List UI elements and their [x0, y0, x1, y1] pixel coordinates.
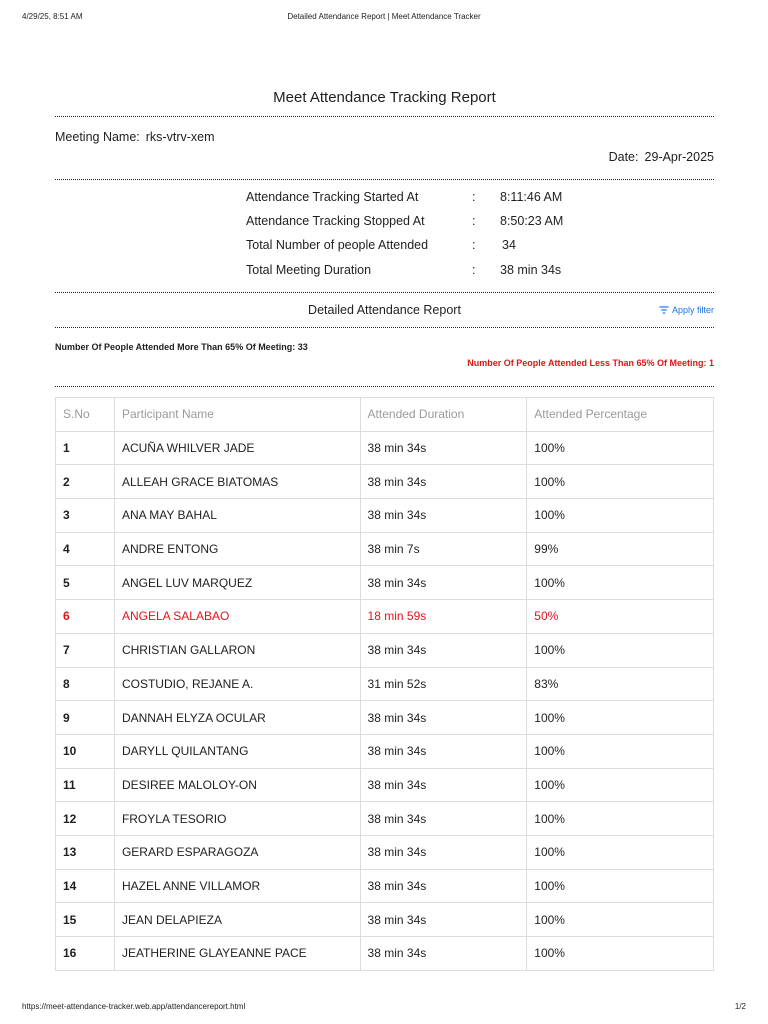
cell-attended-duration: 38 min 34s: [360, 835, 527, 869]
cell-attended-duration: 38 min 34s: [360, 633, 527, 667]
cell-participant-name: COSTUDIO, REJANE A.: [114, 667, 360, 701]
cell-attended-duration: 38 min 34s: [360, 869, 527, 903]
cell-attended-percentage: 99%: [527, 532, 714, 566]
summary-colon: :: [472, 190, 476, 204]
divider: [55, 386, 714, 387]
cell-attended-percentage: 100%: [527, 869, 714, 903]
summary-label: Total Number of people Attended: [246, 238, 429, 252]
print-page-number: 1/2: [734, 1002, 746, 1011]
col-header-sno: S.No: [56, 398, 115, 432]
table-row: [56, 633, 714, 667]
cell-attended-percentage: 100%: [527, 937, 714, 971]
cell-attended-percentage: 100%: [527, 566, 714, 600]
table-row: [56, 499, 714, 533]
cell-sno: 7: [56, 633, 115, 667]
cell-attended-percentage: 50%: [527, 600, 714, 634]
cell-sno: 14: [56, 869, 115, 903]
cell-attended-percentage: 100%: [527, 903, 714, 937]
table-row: [56, 869, 714, 903]
cell-sno: 15: [56, 903, 115, 937]
cell-participant-name: ANDRE ENTONG: [114, 532, 360, 566]
cell-sno: 2: [56, 465, 115, 499]
cell-participant-name: DARYLL QUILANTANG: [114, 734, 360, 768]
cell-attended-percentage: 100%: [527, 633, 714, 667]
cell-participant-name: JEAN DELAPIEZA: [114, 903, 360, 937]
less-than-count: 1: [708, 358, 714, 368]
print-url: https://meet-attendance-tracker.web.app/attendancereport.html: [22, 1002, 246, 1011]
attendance-table: [55, 397, 714, 971]
cell-participant-name: ANGELA SALABAO: [114, 600, 360, 634]
cell-participant-name: DANNAH ELYZA OCULAR: [114, 701, 360, 735]
cell-sno: 5: [56, 566, 115, 600]
meeting-name-label: Meeting Name:: [55, 130, 140, 144]
col-header-participant-name: Participant Name: [114, 398, 360, 432]
apply-filter-button[interactable]: [659, 305, 714, 315]
more-than-count: 33: [297, 342, 308, 352]
cell-attended-percentage: 100%: [527, 768, 714, 802]
cell-attended-percentage: 100%: [527, 499, 714, 533]
table-row: [56, 835, 714, 869]
summary-colon: :: [472, 214, 476, 228]
cell-sno: 16: [56, 937, 115, 971]
summary-colon: :: [472, 263, 476, 277]
cell-sno: 6: [56, 600, 115, 634]
cell-sno: 1: [56, 431, 115, 465]
col-header-attended-percentage: Attended Percentage: [527, 398, 714, 432]
cell-attended-duration: 38 min 34s: [360, 802, 527, 836]
meeting-name: [55, 130, 215, 144]
cell-participant-name: ACUÑA WHILVER JADE: [114, 431, 360, 465]
summary-label: Attendance Tracking Stopped At: [246, 214, 425, 228]
summary-label: Total Meeting Duration: [246, 263, 372, 277]
cell-sno: 10: [56, 734, 115, 768]
meeting-date-label: Date:: [608, 150, 639, 164]
cell-participant-name: ALLEAH GRACE BIATOMAS: [114, 465, 360, 499]
summary-label: Attendance Tracking Started At: [246, 190, 419, 204]
cell-participant-name: CHRISTIAN GALLARON: [114, 633, 360, 667]
cell-participant-name: HAZEL ANNE VILLAMOR: [114, 869, 360, 903]
table-row: [56, 937, 714, 971]
divider: [55, 292, 714, 293]
cell-attended-percentage: 83%: [527, 667, 714, 701]
cell-participant-name: JEATHERINE GLAYEANNE PACE: [114, 937, 360, 971]
cell-participant-name: FROYLA TESORIO: [114, 802, 360, 836]
cell-sno: 12: [56, 802, 115, 836]
cell-participant-name: GERARD ESPARAGOZA: [114, 835, 360, 869]
report-title: Meet Attendance Tracking Report: [273, 89, 496, 106]
divider: [55, 116, 714, 117]
section-title: Detailed Attendance Report: [308, 303, 461, 317]
summary-value: 34: [502, 238, 516, 252]
table-row: [56, 600, 714, 634]
print-page-title: Detailed Attendance Report | Meet Attendance Tracker: [287, 12, 481, 21]
cell-attended-percentage: 100%: [527, 802, 714, 836]
cell-sno: 9: [56, 701, 115, 735]
more-than-65-stat: [55, 342, 308, 352]
divider: [55, 179, 714, 180]
divider: [55, 327, 714, 328]
cell-attended-duration: 38 min 34s: [360, 734, 527, 768]
table-row: [56, 667, 714, 701]
table-row: [56, 465, 714, 499]
cell-attended-duration: 38 min 34s: [360, 937, 527, 971]
cell-attended-duration: 38 min 34s: [360, 903, 527, 937]
more-than-label: Number Of People Attended More Than 65% Of Meeting:: [55, 342, 296, 352]
cell-sno: 3: [56, 499, 115, 533]
cell-sno: 11: [56, 768, 115, 802]
table-row: [56, 802, 714, 836]
cell-attended-percentage: 100%: [527, 465, 714, 499]
meeting-date: [609, 150, 714, 164]
table-row: [56, 701, 714, 735]
cell-attended-duration: 18 min 59s: [360, 600, 527, 634]
less-than-65-stat: [467, 358, 714, 368]
less-than-label: Number Of People Attended Less Than 65% Of Meeting:: [467, 358, 707, 368]
filter-icon: [659, 306, 669, 314]
cell-attended-duration: 38 min 34s: [360, 499, 527, 533]
cell-attended-duration: 38 min 7s: [360, 532, 527, 566]
summary-value: 8:11:46 AM: [500, 190, 563, 204]
cell-participant-name: ANGEL LUV MARQUEZ: [114, 566, 360, 600]
meeting-name-value: rks-vtrv-xem: [145, 130, 215, 144]
meeting-date-value: 29-Apr-2025: [644, 150, 714, 164]
table-row: [56, 768, 714, 802]
cell-attended-duration: 38 min 34s: [360, 431, 527, 465]
cell-attended-percentage: 100%: [527, 701, 714, 735]
print-header: [0, 12, 768, 24]
cell-attended-percentage: 100%: [527, 431, 714, 465]
table-row: [56, 566, 714, 600]
summary-value: 8:50:23 AM: [500, 214, 564, 228]
table-row: [56, 532, 714, 566]
cell-attended-duration: 38 min 34s: [360, 768, 527, 802]
summary-colon: :: [472, 238, 476, 252]
cell-participant-name: ANA MAY BAHAL: [114, 499, 360, 533]
cell-attended-duration: 38 min 34s: [360, 566, 527, 600]
table-row: [56, 903, 714, 937]
cell-sno: 8: [56, 667, 115, 701]
cell-sno: 13: [56, 835, 115, 869]
cell-sno: 4: [56, 532, 115, 566]
print-datetime: 4/29/25, 8:51 AM: [22, 12, 83, 21]
apply-filter-label: Apply filter: [671, 305, 714, 315]
table-row: [56, 734, 714, 768]
cell-attended-percentage: 100%: [527, 835, 714, 869]
cell-attended-duration: 38 min 34s: [360, 701, 527, 735]
cell-participant-name: DESIREE MALOLOY-ON: [114, 768, 360, 802]
col-header-attended-duration: Attended Duration: [360, 398, 527, 432]
cell-attended-duration: 31 min 52s: [360, 667, 527, 701]
cell-attended-percentage: 100%: [527, 734, 714, 768]
table-header-row: [56, 398, 714, 432]
table-row: [56, 431, 714, 465]
summary-value: 38 min 34s: [500, 263, 562, 277]
cell-attended-duration: 38 min 34s: [360, 465, 527, 499]
